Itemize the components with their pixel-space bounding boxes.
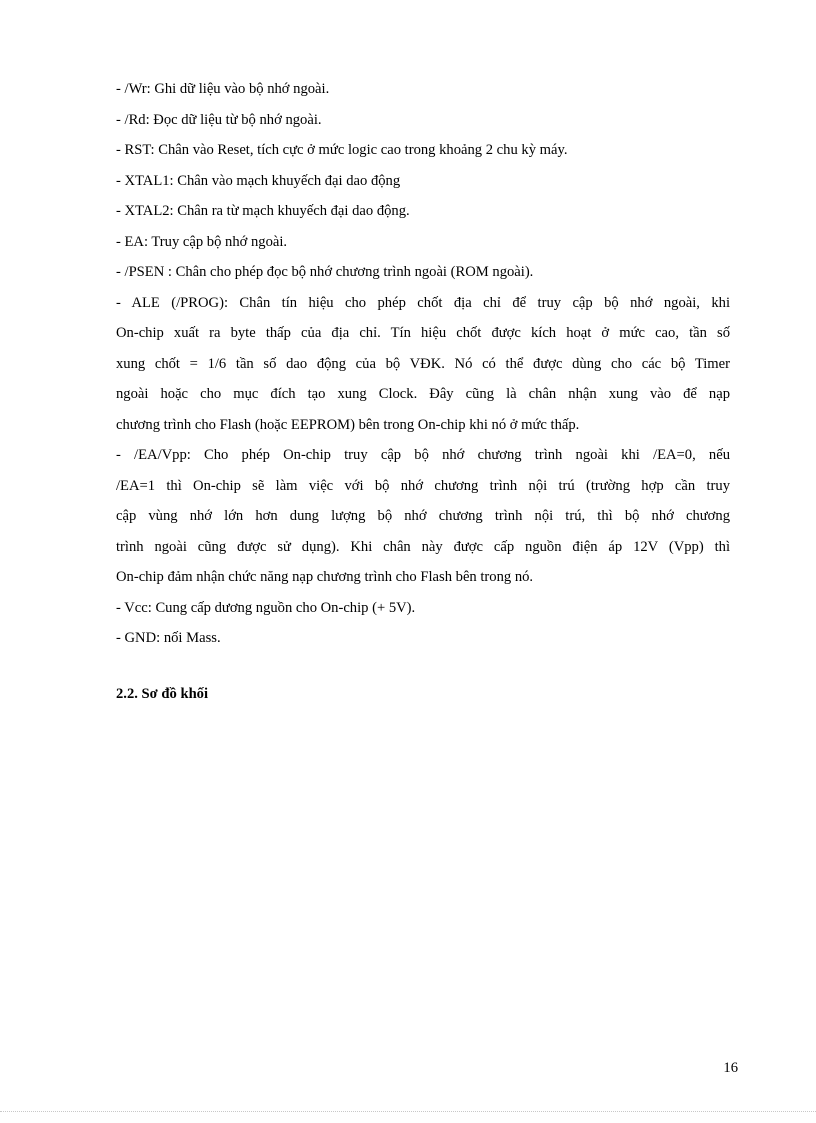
text-line-wr: - /Wr: Ghi dữ liệu vào bộ nhớ ngoài. [116,81,330,97]
text-line-ea-vpp-5: On-chip đảm nhận chức năng nạp chương trình cho Flash bên trong nó. [116,569,534,585]
text-line-vcc: - Vcc: Cung cấp dương nguồn cho On-chip (+ 5V). [116,599,416,616]
section-heading: 2.2. Sơ đồ khối [116,686,209,702]
text-line-ale-4: ngoài hoặc cho mục đích tạo xung Clock. Đây cũng là chân nhận xung vào để nạp [116,386,730,402]
text-line-ea: - EA: Truy cập bộ nhớ ngoài. [116,233,288,250]
page-number: 16 [723,1060,738,1076]
text-line-rst: - RST: Chân vào Reset, tích cực ở mức logic cao trong khoảng 2 chu kỳ máy. [116,142,568,158]
text-line-ea-vpp-2: /EA=1 thì On-chip sẽ làm việc với bộ nhớ chương trình nội trú (trường hợp cần truy [116,477,730,494]
page-bottom-divider [0,1111,816,1112]
text-line-ea-vpp-4: trình ngoài cũng được sử dụng). Khi chân này được cấp nguồn điện áp 12V (Vpp) thì [116,538,730,555]
text-line-gnd: - GND: nối Mass. [116,630,221,646]
body-text [116,74,730,654]
text-line-psen: - /PSEN : Chân cho phép đọc bộ nhớ chương trình ngoài (ROM ngoài). [116,264,534,280]
text-line-ale-3: xung chốt = 1/6 tần số dao động của bộ VĐK. Nó có thể được dùng cho các bộ Timer [116,355,730,372]
text-line-ea-vpp-3: cập vùng nhớ lớn hơn dung lượng bộ nhớ chương trình nội trú, thì bộ nhớ chương [116,508,730,524]
text-line-xtal2: - XTAL2: Chân ra từ mạch khuyếch đại dao động. [116,203,410,219]
text-line-ea-vpp-1: - /EA/Vpp: Cho phép On-chip truy cập bộ nhớ chương trình ngoài khi /EA=0, nếu [116,447,730,463]
text-line-ale-5: chương trình cho Flash (hoặc EEPROM) bên trong On-chip khi nó ở mức thấp. [116,416,580,433]
text-line-rd: - /Rd: Đọc dữ liệu từ bộ nhớ ngoài. [116,111,322,128]
text-line-ale-1: - ALE (/PROG): Chân tín hiệu cho phép chốt địa chỉ để truy cập bộ nhớ ngoài, khi [116,294,730,311]
text-line-xtal1: - XTAL1: Chân vào mạch khuyếch đại dao động [116,172,401,189]
text-line-ale-2: On-chip xuất ra byte thấp của địa chỉ. Tín hiệu chốt được kích hoạt ở mức cao, tần số [116,325,730,341]
